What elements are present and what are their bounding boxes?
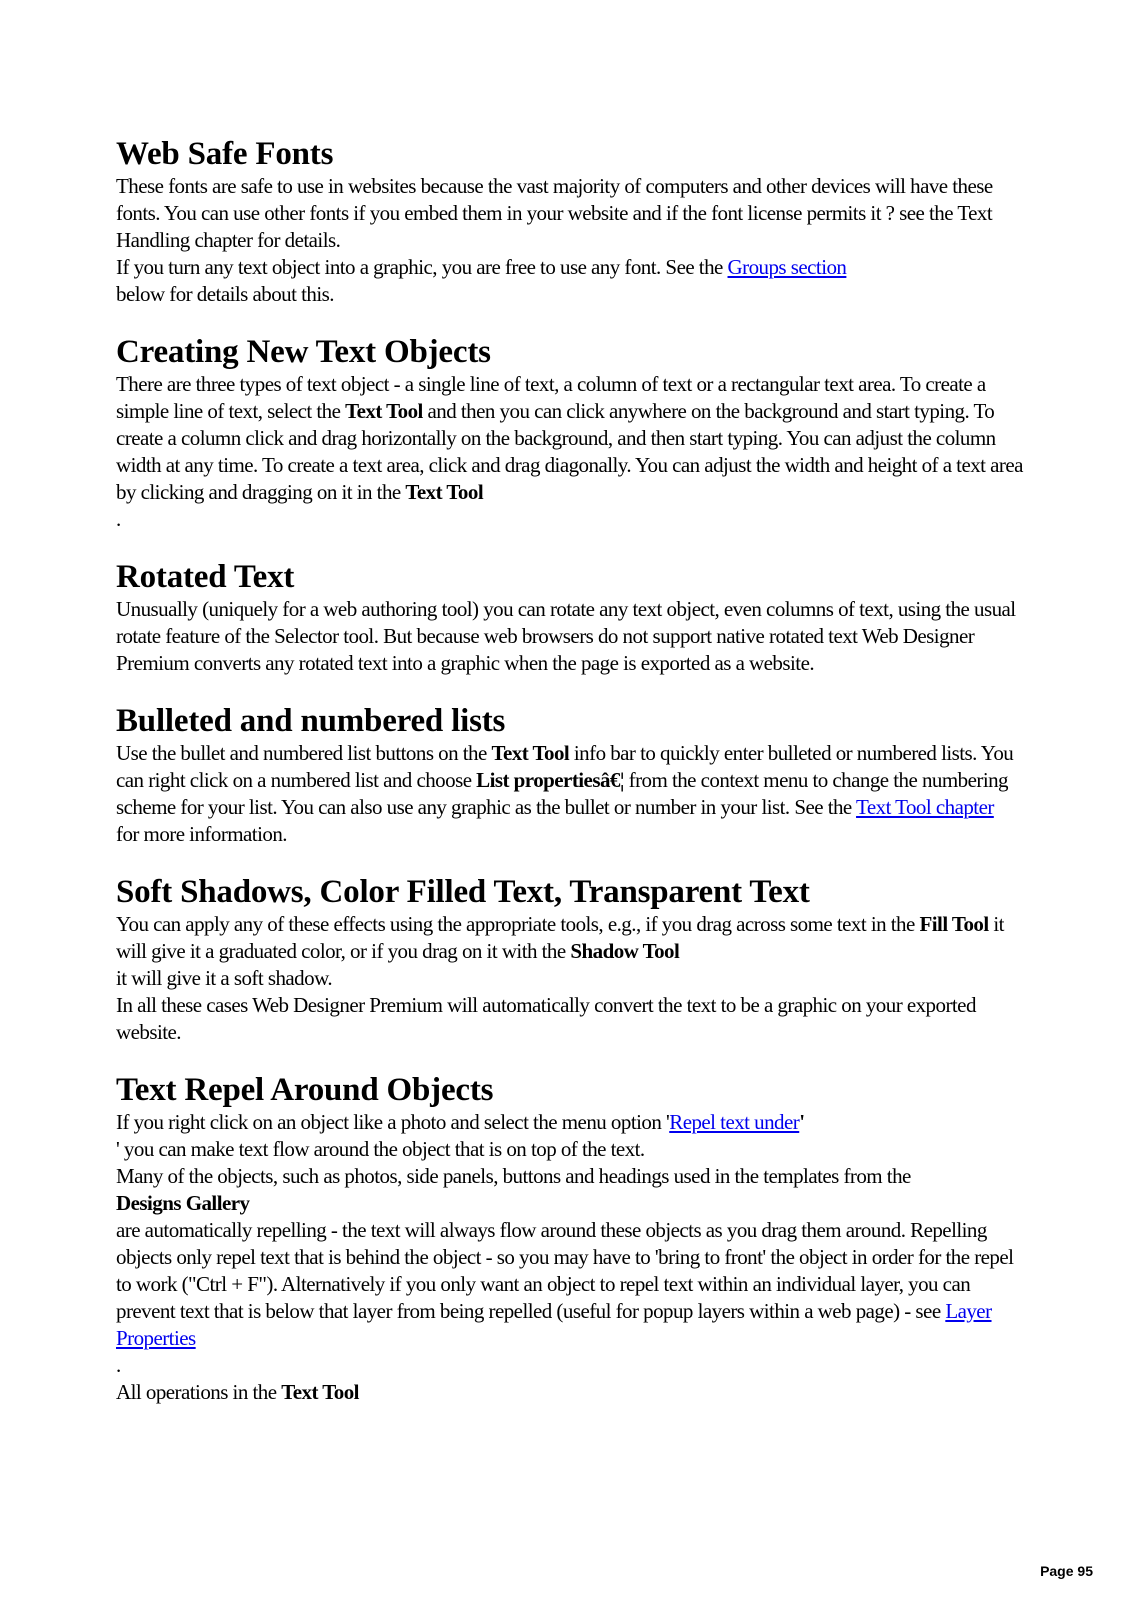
bold-text: Text Tool [345,399,423,423]
text-run: If you turn any text object into a graphic, you are free to use any font. See the [116,255,728,279]
bold-text: Fill Tool [919,912,989,936]
text-run: and then you can click anywhere on the background and start typing. To create a column click and drag horizontally on the background, and then start typing. You can adjust the column width at any time. To create a text area, click and drag diagonally. You can adjust the width and height of a text area by clicking and dragging on it in the [116,399,1023,504]
page-number: Page 95 [1040,1563,1093,1579]
bold-text: Designs Gallery [116,1191,250,1215]
document-body [116,135,1026,1431]
paragraph: for more information. [116,822,287,846]
paragraph [116,911,1026,965]
heading-rotated-text: Rotated Text [116,559,295,595]
text-tool-chapter-link[interactable]: Text Tool chapter [856,795,994,819]
text-run: it will give it a graduated color, or if you drag on it with the [116,912,1004,963]
paragraph [116,1217,1026,1352]
paragraph: it will give it a soft shadow. [116,966,333,990]
text-run: info bar to quickly enter bulleted or numbered lists. You can right click on a numbered list and choose [116,741,1014,792]
layer-properties-link[interactable]: Layer Properties [116,1299,992,1350]
section-lists [116,702,1026,848]
text-run: If you right click on an object like a photo and select the menu option ' [116,1110,670,1134]
bold-text: Text Tool [281,1380,359,1404]
text-run: You can apply any of these effects using the appropriate tools, e.g., if you drag across some text in the [116,912,920,936]
text-run: There are three types of text object - a single line of text, a column of text or a rectangular text area. To create a simple line of text, select the [116,372,986,423]
bold-text: ' [799,1110,805,1134]
paragraph [116,740,1026,821]
paragraph: In all these cases Web Designer Premium will automatically convert the text to be a graphic on your exported website. [116,993,976,1044]
bold-text: Text Tool [405,480,484,504]
groups-section-link[interactable]: Groups section [727,255,847,279]
text-run: from the context menu to change the numbering scheme for your list. You can also use any graphic as the bullet or number in your list. See the [116,768,1008,819]
section-web-safe-fonts [116,135,1026,308]
bold-text: Shadow Tool [570,939,680,963]
bold-text: Text Tool [491,741,570,765]
paragraph: These fonts are safe to use in websites because the vast majority of computers and other devices will have these fonts. You can use other fonts if you embed them in your website and if the font license permits it ? see the Text Handling chapter for details. [116,174,993,252]
paragraph [116,371,1026,506]
paragraph: Many of the objects, such as photos, side panels, buttons and headings used in the templates from the [116,1164,911,1188]
repel-text-under-link[interactable]: Repel text under [669,1110,800,1134]
paragraph: ' you can make text flow around the object that is on top of the text. [116,1137,645,1161]
bold-text: List propertiesâ€¦ [476,768,624,792]
heading-creating-text-objects: Creating New Text Objects [116,334,491,370]
heading-web-safe-fonts: Web Safe Fonts [116,136,334,172]
section-soft-shadows [116,873,1026,1046]
section-rotated-text [116,558,1026,677]
paragraph [116,1190,1026,1217]
paragraph: below for details about this. [116,282,334,306]
text-run: are automatically repelling - the text will always flow around these objects as you drag them around. Repelling objects only repel text that is behind the object - so you may have to 'bring to front' the object in order for the repel to work ("Ctrl + F"). Alternatively if you only want an object to repel text within an individual layer, you can prevent text that is below that layer from being repelled (useful for popup layers within a web page) - see [116,1218,1014,1323]
heading-text-repel: Text Repel Around Objects [116,1072,494,1108]
text-run: Use the bullet and numbered list buttons on the [116,741,492,765]
paragraph: . [116,1353,121,1377]
paragraph [116,254,1026,281]
paragraph [116,1109,1026,1136]
heading-lists: Bulleted and numbered lists [116,703,506,739]
heading-soft-shadows: Soft Shadows, Color Filled Text, Transparent Text [116,874,810,910]
section-text-repel [116,1071,1026,1406]
paragraph: . [116,507,121,531]
paragraph [116,1379,1026,1406]
paragraph: Unusually (uniquely for a web authoring tool) you can rotate any text object, even columns of text, using the usual rotate feature of the Selector tool. But because web browsers do not support native rotated text Web Designer Premium converts any rotated text into a graphic when the page is exported as a website. [116,597,1016,675]
section-creating-text-objects [116,333,1026,533]
text-run: All operations in the [116,1380,282,1404]
